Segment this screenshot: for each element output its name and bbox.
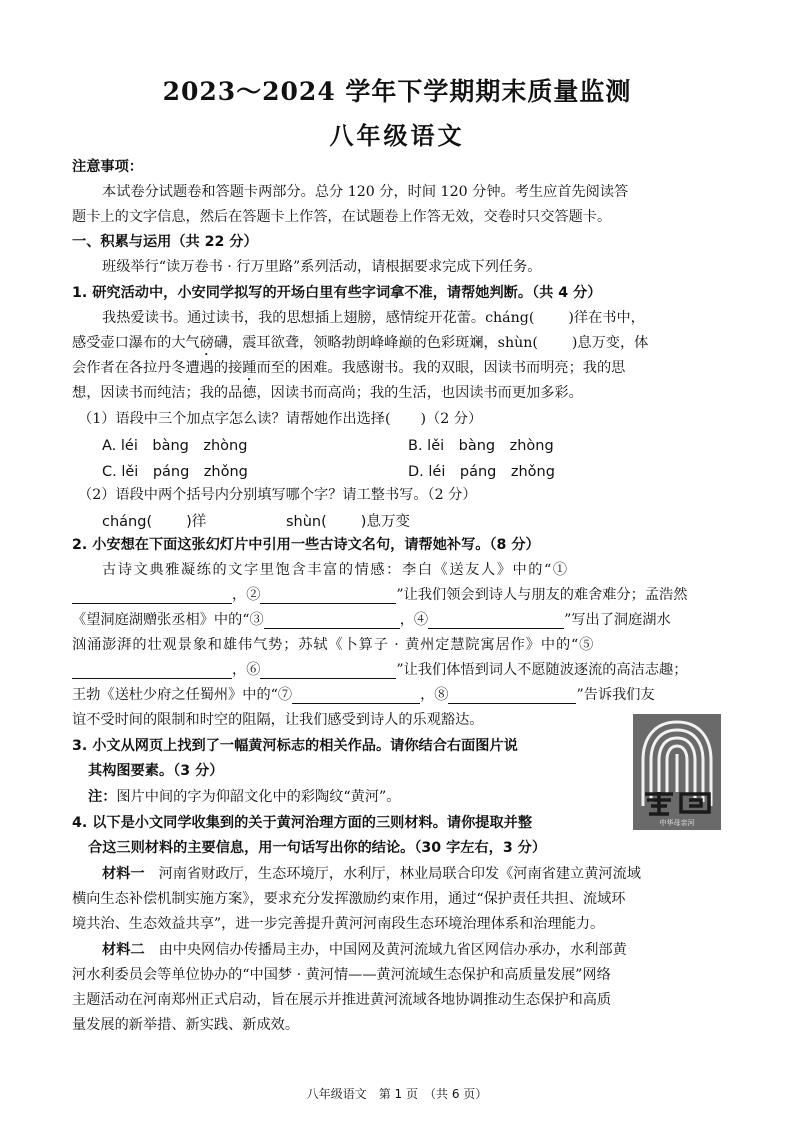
q1-text: 礴，震耳欲聋，领略勃朗峰峰巅的色彩斑斓，shùn( xyxy=(213,335,538,351)
question-3-stem-1: 3. 小文从网页上找到了一幅黄河标志的相关作品。请你结合右面图片说 xyxy=(72,738,518,754)
exam-subject: 八年级语文 xyxy=(329,121,465,150)
answer-blank[interactable] xyxy=(448,689,576,704)
q2-text: ，⑧ xyxy=(420,687,449,703)
section-intro: 班级举行“读万卷书 · 行万里路”系列活动，请根据要求完成下列任务。 xyxy=(102,259,542,275)
material-text: 河南省财政厅，生态环境厅，水利厅，林业局联合印发《河南省建立黄河流域 xyxy=(158,866,641,882)
answer-blank[interactable] xyxy=(260,664,396,679)
q1-text: )徉在书中， xyxy=(568,310,645,326)
q3-note-text: 图片中间的字为仰韶文化中的彩陶纹“黄河”。 xyxy=(116,789,401,805)
question-4-stem-1: 4. 以下是小文同学收集到的关于黄河治理方面的三则材料。请你提取并整 xyxy=(72,815,533,831)
q1-subquestion-2: （2）语段中两个括号内分别填写哪个字？请工整书写。（2 分） xyxy=(78,487,477,503)
q2-text: ”让我们体悟到词人不愿随波逐流的高洁志趣； xyxy=(396,662,688,678)
material-text: 由中央网信办传播局主办，中国网及黄河流域九省区网信办承办，水利部黄 xyxy=(158,942,627,958)
fill-blank-shun xyxy=(286,510,410,531)
q1-text: 而至的困难。我感谢书。我的双眼，因读书而明亮；我的思 xyxy=(256,360,626,376)
q2-line-1: 古诗文典雅凝练的文字里饱含丰富的情感：李白《送友人》中的“① xyxy=(102,562,569,578)
q1-paragraph-line-2 xyxy=(72,334,722,359)
q1-sub1-score: )（2 分） xyxy=(420,411,483,427)
answer-blank[interactable] xyxy=(72,589,232,604)
material-2-label: 材料二 xyxy=(102,942,145,958)
notice-heading: 注意事项： xyxy=(72,159,143,175)
q1-paragraph-line-4: 想，因读书而纯洁；我的品德，因读书而高尚；我的生活，也因读书而更加多彩。 xyxy=(72,385,583,401)
question-2-stem: 2. 小安想在下面这张幻灯片中引用一些古诗文名句，请帮她补写。（8 分） xyxy=(72,537,540,553)
material-2-line-3: 主题活动在河南郑州正式启动，旨在展示并推进黄河流域各地协调推动生态保护和高质 xyxy=(72,992,612,1008)
material-1-line-1 xyxy=(102,865,722,883)
q1-text: 我热爱读书。通过读书，我的思想插上翅膀，感情绽开花蕾。cháng( xyxy=(102,310,535,326)
q2-text: ”写出了洞庭湖水 xyxy=(564,612,671,628)
exam-title: 2023～2024 学年下学期期末质量监测 xyxy=(162,77,632,106)
material-1-line-3: 境共治、生态效益共享”，进一步完善提升黄河河南段生态环境治理体系和治理能力。 xyxy=(72,916,605,932)
option-c: C. lěi páng zhǒng xyxy=(102,464,248,480)
logo-caption: 中华母亲河 xyxy=(659,819,695,827)
q2-line-3 xyxy=(72,611,722,629)
fill-label: shùn( xyxy=(286,514,327,530)
fill-label: cháng( xyxy=(102,514,153,530)
answer-blank[interactable] xyxy=(292,689,420,704)
q1-dotted-char: 磅 xyxy=(199,335,214,351)
material-2-line-4: 量发展的新举措、新实践、新成效。 xyxy=(72,1017,300,1033)
answer-blank[interactable] xyxy=(72,664,232,679)
q2-text: 《望洞庭湖赠张丞相》中的“③ xyxy=(72,612,264,628)
answer-blank[interactable] xyxy=(264,614,400,629)
q1-subquestion-1 xyxy=(78,410,728,428)
question-4-stem-2: 合这三则材料的主要信息，用一句话写出你的结论。（30 字左右，3 分） xyxy=(88,840,547,856)
material-2-line-1 xyxy=(102,941,722,959)
fill-label: )息万变 xyxy=(360,514,410,530)
q1-paragraph-line-1 xyxy=(102,309,722,327)
answer-blank[interactable] xyxy=(428,614,564,629)
question-3-stem-2: 其构图要素。（3 分） xyxy=(88,763,224,779)
q1-sub1-text: （1）语段中三个加点字怎么读？请帮她作出选择( xyxy=(78,411,391,427)
q2-text: ”让我们领会到诗人与朋友的难舍难分；孟浩然 xyxy=(396,587,688,603)
q1-dotted-char: 踵 xyxy=(242,360,257,376)
q2-text: ，④ xyxy=(399,612,429,628)
option-a: A. léi bàng zhòng xyxy=(102,438,248,454)
option-b: B. lěi bàng zhòng xyxy=(408,438,554,454)
q2-line-4: 汹涌澎湃的壮观景象和雄伟气势；苏轼《卜算子 · 黄州定慧院寓居作》中的“⑤ xyxy=(72,637,595,653)
page-footer: 八年级语文 第 1 页 （共 6 页） xyxy=(306,1087,488,1101)
q3-note-label: 注： xyxy=(88,789,117,805)
q2-text: ，② xyxy=(232,587,261,603)
notice-line-1: 本试卷分试题卷和答题卡两部分。总分 120 分，时间 120 分钟。考生应首先阅读答 xyxy=(102,184,629,200)
q2-line-6 xyxy=(72,686,722,704)
yellow-river-logo xyxy=(633,714,721,830)
q1-text: )息万变，体 xyxy=(571,335,649,351)
fill-label: )徉 xyxy=(186,514,207,530)
question-1-stem: 1. 研究活动中，小安同学拟写的开场白里有些字词拿不准，请帮她判断。（共 4 分） xyxy=(72,285,602,301)
q2-text: ，⑥ xyxy=(232,662,261,678)
q1-text: 感受壶口瀑布的大气 xyxy=(72,335,200,351)
material-1-line-2: 横向生态补偿机制实施方案》，要求充分发挥激励约束作用，通过“保护责任共担、流域环 xyxy=(72,891,626,907)
yellow-river-fingerprint-logo-icon xyxy=(633,714,721,830)
q2-line-2 xyxy=(72,586,722,604)
notice-line-2: 题卡上的文字信息，然后在答题卡上作答，在试题卷上作答无效，交卷时只交答题卡。 xyxy=(72,209,612,225)
section-heading: 一、积累与运用（共 22 分） xyxy=(72,234,258,250)
q2-text: ”告诉我们友 xyxy=(576,687,655,703)
material-2-line-2: 河水利委员会等单位协办的“中国梦 · 黄河情——黄河流域生态保护和高质量发展”网络 xyxy=(72,967,611,983)
material-1-label: 材料一 xyxy=(102,866,145,882)
q2-line-7: 谊不受时间的限制和时空的阻隔，让我们感受到诗人的乐观豁达。 xyxy=(72,712,484,728)
q1-text: 会作者在各拉丹冬遭遇的接 xyxy=(72,360,243,376)
answer-blank[interactable] xyxy=(260,589,396,604)
q1-paragraph-line-3 xyxy=(72,359,722,384)
q2-line-5 xyxy=(72,661,722,679)
q2-text: 王勃《送杜少府之任蜀州》中的“⑦ xyxy=(72,687,293,703)
fill-blank-chang xyxy=(102,510,206,531)
option-d: D. léi páng zhǒng xyxy=(408,464,555,480)
